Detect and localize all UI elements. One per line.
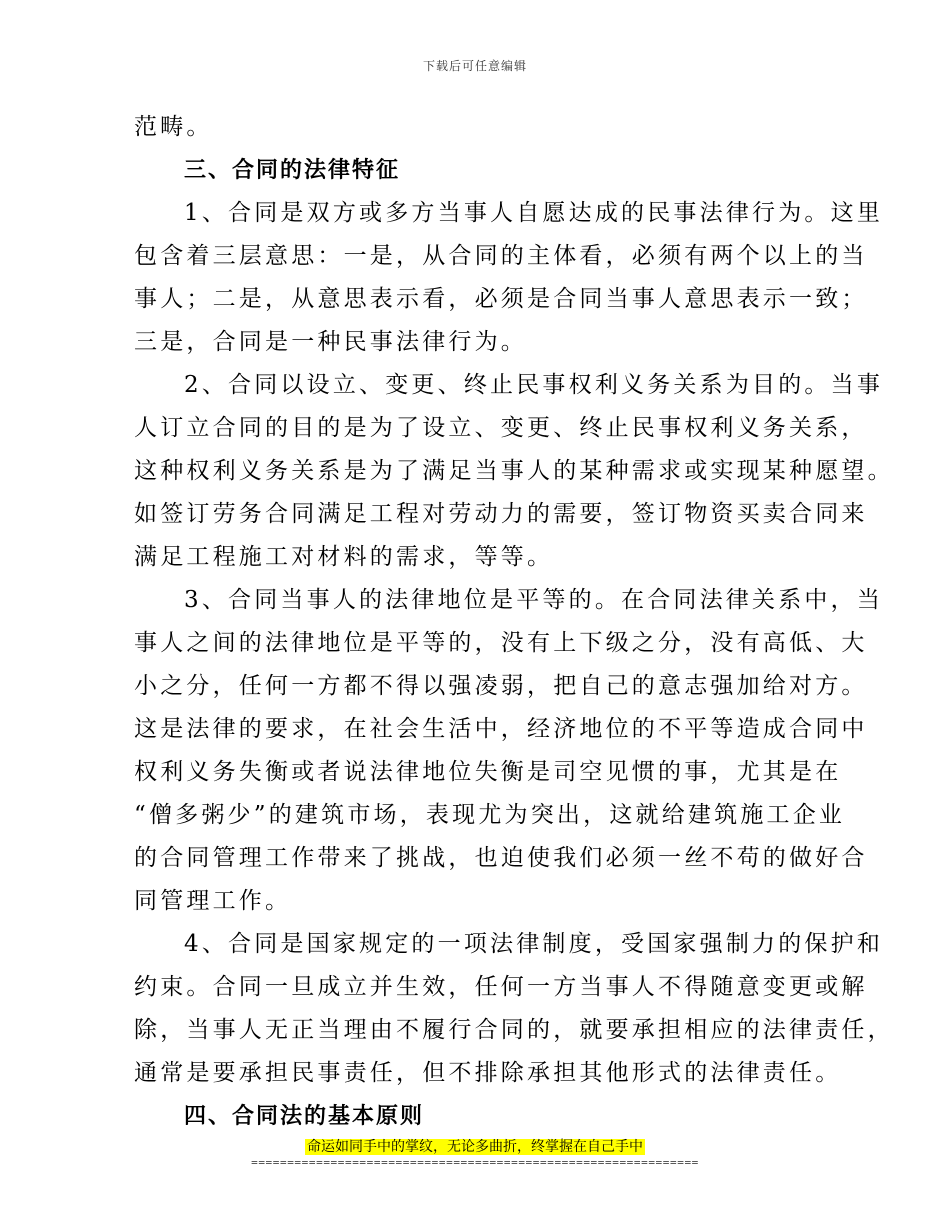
text-line: 权利义务失衡或者说法律地位失衡是司空见惯的事，尤其是在	[134, 759, 842, 785]
text-line: 人订立合同的目的是为了设立、变更、终止民事权利义务关系，	[134, 415, 868, 441]
text-line: 同管理工作。	[134, 888, 292, 914]
text-line: 这是法律的要求，在社会生活中，经济地位的不平等造成合同中	[134, 716, 868, 742]
text-line: 这种权利义务关系是为了满足当事人的某种需求或实现某种愿望。	[134, 458, 894, 484]
text-line: 4、合同是国家规定的一项法律制度，受国家强制力的保护和	[184, 931, 884, 957]
footer-motto	[0, 1136, 950, 1156]
text-line: 通常是要承担民事责任，但不排除承担其他形式的法律责任。	[134, 1060, 842, 1086]
text-line: 包含着三层意思：一是，从合同的主体看，必须有两个以上的当	[134, 243, 868, 269]
document-body	[134, 106, 894, 1138]
section-heading: 三、合同的法律特征	[184, 158, 401, 183]
text-line: 的合同管理工作带来了挑战，也迫使我们必须一丝不苟的做好合	[134, 845, 868, 871]
text-line: 除，当事人无正当理由不履行合同的，就要承担相应的法律责任，	[134, 1017, 894, 1043]
text-line: 事人之间的法律地位是平等的，没有上下级之分，没有高低、大	[134, 630, 868, 656]
text-line: 1、合同是双方或多方当事人自愿达成的民事法律行为。这里	[184, 200, 884, 226]
section-heading: 四、合同法的基本原则	[184, 1104, 425, 1129]
text-line: 范畴。	[134, 114, 213, 140]
text-line: 3、合同当事人的法律地位是平等的。在合同法律关系中，当	[184, 587, 884, 613]
text-line: 事人；二是，从意思表示看，必须是合同当事人意思表示一致；	[134, 286, 868, 312]
text-line: 小之分，任何一方都不得以强凌弱，把自己的意志强加给对方。	[134, 673, 868, 699]
text-line: 约束。合同一旦成立并生效，任何一方当事人不得随意变更或解	[134, 974, 868, 1000]
text-line: “僧多粥少”的建筑市场，表现尤为突出，这就给建筑施工企业	[134, 802, 846, 828]
text-line: 三是，合同是一种民事法律行为。	[134, 329, 527, 355]
text-line: 2、合同以设立、变更、终止民事权利义务关系为目的。当事	[184, 372, 884, 398]
footer-rule: ==============================================================	[251, 1156, 699, 1169]
text-line: 如签订劳务合同满足工程对劳动力的需要，签订物资买卖合同来	[134, 501, 868, 527]
footer-motto-text: 命运如同手中的掌纹，无论多曲折，终掌握在自己手中	[307, 1139, 643, 1155]
text-line: 满足工程施工对材料的需求，等等。	[134, 544, 554, 570]
page-header: 下载后可任意编辑	[422, 59, 527, 73]
